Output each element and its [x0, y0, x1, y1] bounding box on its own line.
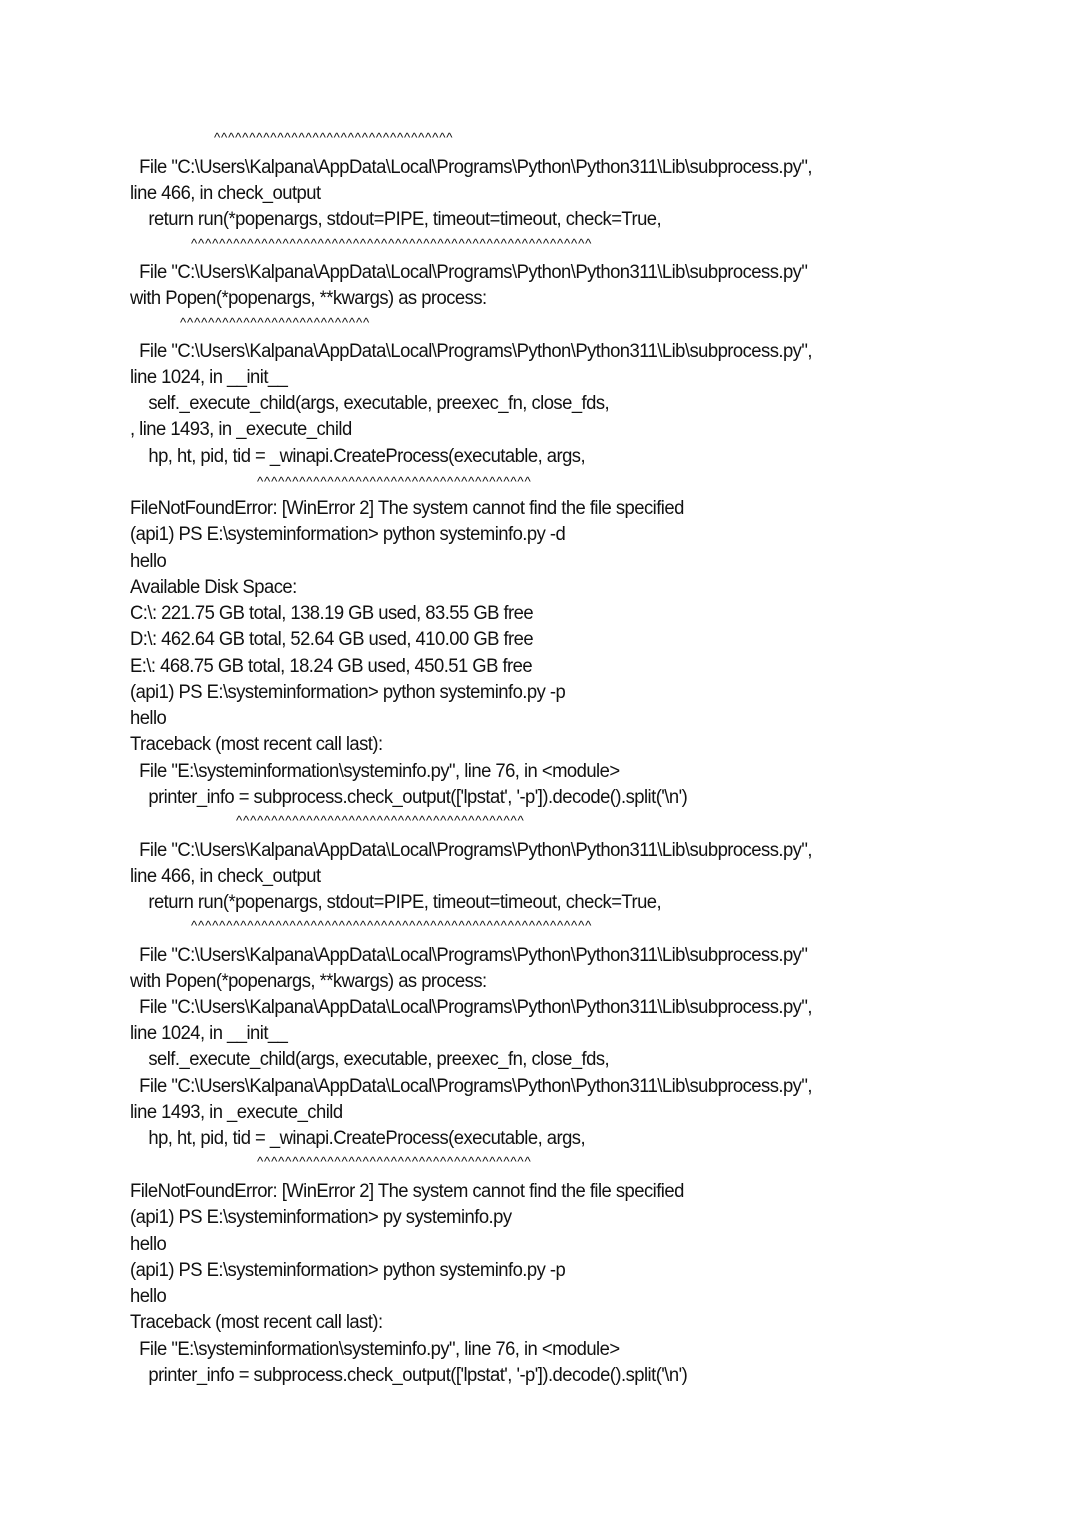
traceback-location-line: , line 1493, in _execute_child — [130, 419, 352, 440]
traceback-header: Traceback (most recent call last): — [130, 734, 383, 755]
error-message-line: FileNotFoundError: [WinError 2] The system cannot find the file specified — [130, 1181, 684, 1202]
traceback-file-line: File "E:\systeminformation\systeminfo.py", line 76, in <module> — [130, 761, 620, 782]
traceback-header: Traceback (most recent call last): — [130, 1312, 383, 1333]
traceback-location-line: line 466, in check_output — [130, 183, 321, 204]
traceback-file-line: File "E:\systeminformation\systeminfo.py", line 76, in <module> — [130, 1339, 620, 1360]
traceback-file-line: File "C:\Users\Kalpana\AppData\Local\Programs\Python\Python311\Lib\subprocess.py", — [130, 1076, 812, 1097]
traceback-location-line: line 1024, in __init__ — [130, 1023, 288, 1044]
output-line: hello — [130, 1286, 167, 1307]
shell-prompt-line: (api1) PS E:\systeminformation> python systeminfo.py -d — [130, 524, 566, 545]
traceback-caret-marker: ^^^^^^^^^^^^^^^^^^^^^^^^^^^^^^^^^^^^^^^ — [257, 1154, 532, 1169]
shell-prompt-line: (api1) PS E:\systeminformation> py systeminfo.py — [130, 1207, 512, 1228]
output-line: hello — [130, 708, 167, 729]
output-line: hello — [130, 551, 167, 572]
traceback-file-line: File "C:\Users\Kalpana\AppData\Local\Programs\Python\Python311\Lib\subprocess.py" — [130, 262, 808, 283]
traceback-file-line: File "C:\Users\Kalpana\AppData\Local\Programs\Python\Python311\Lib\subprocess.py", — [130, 840, 812, 861]
traceback-caret-marker: ^^^^^^^^^^^^^^^^^^^^^^^^^^^^^^^^^^^^^^^ — [257, 474, 532, 489]
traceback-file-line: File "C:\Users\Kalpana\AppData\Local\Programs\Python\Python311\Lib\subprocess.py" — [130, 945, 808, 966]
traceback-code-line: with Popen(*popenargs, **kwargs) as process: — [130, 971, 487, 992]
traceback-caret-marker: ^^^^^^^^^^^^^^^^^^^^^^^^^^^^^^^^^^^^^^^^^ — [236, 813, 525, 828]
traceback-code-line: return run(*popenargs, stdout=PIPE, timeout=timeout, check=True, — [130, 209, 662, 230]
traceback-code-line: hp, ht, pid, tid = _winapi.CreateProcess(executable, args, — [130, 446, 586, 467]
traceback-code-line: printer_info = subprocess.check_output(['lpstat', '-p']).decode().split('\n') — [130, 1365, 688, 1386]
traceback-caret-marker: ^^^^^^^^^^^^^^^^^^^^^^^^^^^ — [180, 315, 371, 330]
traceback-code-line: return run(*popenargs, stdout=PIPE, timeout=timeout, check=True, — [130, 892, 662, 913]
disk-d-usage: D:\: 462.64 GB total, 52.64 GB used, 410.00 GB free — [130, 629, 534, 650]
disk-space-heading: Available Disk Space: — [130, 577, 297, 598]
traceback-file-line: File "C:\Users\Kalpana\AppData\Local\Programs\Python\Python311\Lib\subprocess.py", — [130, 157, 812, 178]
traceback-file-line: File "C:\Users\Kalpana\AppData\Local\Programs\Python\Python311\Lib\subprocess.py", — [130, 997, 812, 1018]
traceback-file-line: File "C:\Users\Kalpana\AppData\Local\Programs\Python\Python311\Lib\subprocess.py", — [130, 341, 812, 362]
traceback-caret-marker: ^^^^^^^^^^^^^^^^^^^^^^^^^^^^^^^^^^ — [214, 130, 454, 145]
shell-prompt-line: (api1) PS E:\systeminformation> python systeminfo.py -p — [130, 682, 566, 703]
traceback-code-line: self._execute_child(args, executable, preexec_fn, close_fds, — [130, 393, 610, 414]
traceback-location-line: line 466, in check_output — [130, 866, 321, 887]
output-line: hello — [130, 1234, 167, 1255]
traceback-location-line: line 1024, in __init__ — [130, 367, 288, 388]
traceback-caret-marker: ^^^^^^^^^^^^^^^^^^^^^^^^^^^^^^^^^^^^^^^^^^^^^^^^^^^^^^^^^ — [191, 236, 593, 251]
traceback-location-line: line 1493, in _execute_child — [130, 1102, 343, 1123]
traceback-code-line: self._execute_child(args, executable, preexec_fn, close_fds, — [130, 1049, 610, 1070]
disk-c-usage: C:\: 221.75 GB total, 138.19 GB used, 83.55 GB free — [130, 603, 534, 624]
traceback-code-line: with Popen(*popenargs, **kwargs) as process: — [130, 288, 487, 309]
traceback-code-line: printer_info = subprocess.check_output(['lpstat', '-p']).decode().split('\n') — [130, 787, 688, 808]
traceback-code-line: hp, ht, pid, tid = _winapi.CreateProcess(executable, args, — [130, 1128, 586, 1149]
shell-prompt-line: (api1) PS E:\systeminformation> python systeminfo.py -p — [130, 1260, 566, 1281]
disk-e-usage: E:\: 468.75 GB total, 18.24 GB used, 450.51 GB free — [130, 656, 533, 677]
error-message-line: FileNotFoundError: [WinError 2] The system cannot find the file specified — [130, 498, 684, 519]
traceback-caret-marker: ^^^^^^^^^^^^^^^^^^^^^^^^^^^^^^^^^^^^^^^^^^^^^^^^^^^^^^^^^ — [191, 918, 593, 933]
